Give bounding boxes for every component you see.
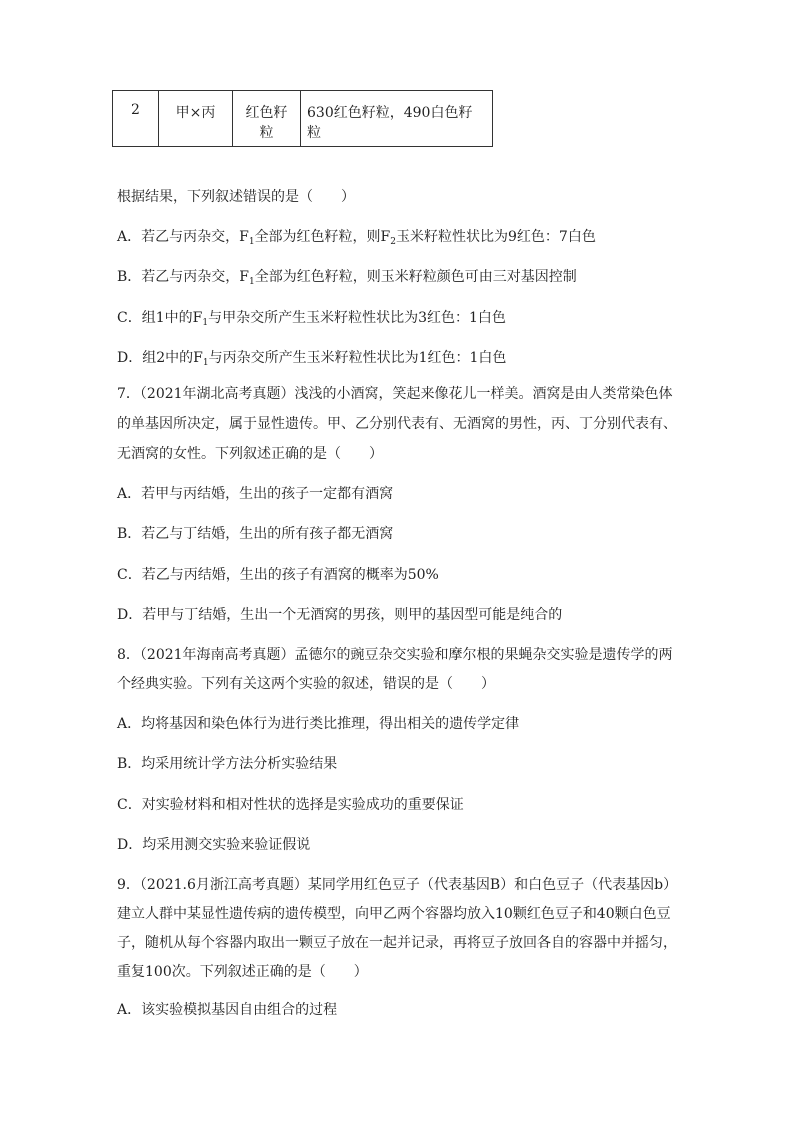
q8-option-a: A．均将基因和染色体行为进行类比推理，得出相关的遗传学定律: [117, 716, 520, 732]
table-row: [113, 91, 493, 147]
q7-stem-line-3: 无酒窝的女性。下列叙述正确的是（ ）: [117, 446, 383, 462]
q9-stem-line-2: 建立人群中某显性遗传病的遗传模型，向甲乙两个容器均放入10颗红色豆子和40颗白色豆: [117, 906, 671, 922]
q9-stem-line-4: 重复100次。下列叙述正确的是（ ）: [117, 964, 368, 980]
q7-option-c: C．若乙与丙结婚，生出的孩子有酒窝的概率为50%: [117, 567, 439, 583]
q6-option-b: B．若乙与丙杂交，$F_1$全部为红色籽粒，则玉米籽粒颜色可由三对基因控制: [117, 269, 577, 287]
q7-option-a: A．若甲与丙结婚，生出的孩子一定都有酒窝: [117, 486, 394, 502]
group-number-cell: 2: [113, 91, 159, 147]
q9-stem-line-3: 子，随机从每个容器内取出一颗豆子放在一起并记录，再将豆子放回各自的容器中并摇匀，: [117, 935, 677, 951]
q6-option-c: C．组1中的$F_1$与甲杂交所产生玉米籽粒性状比为3红色：1白色: [117, 310, 506, 328]
q7-stem-line-1: 7．（2021年湖北高考真题）浅浅的小酒窝，笑起来像花儿一样美。酒窝是由人类常染色体: [117, 386, 673, 402]
q6-option-d: D．组2中的$F_1$与丙杂交所产生玉米籽粒性状比为1红色：1白色: [117, 350, 507, 368]
results-table: [112, 90, 493, 147]
q9-option-a: A．该实验模拟基因自由组合的过程: [117, 1002, 338, 1018]
q8-stem-line-2: 个经典实验。下列有关这两个实验的叙述，错误的是（ ）: [117, 676, 495, 692]
q8-option-c: C．对实验材料和相对性状的选择是实验成功的重要保证: [117, 797, 464, 813]
q7-option-d: D．若甲与丁结婚，生出一个无酒窝的男孩，则甲的基因型可能是纯合的: [117, 607, 563, 623]
f1-phenotype-cell: 红色籽粒: [233, 91, 301, 147]
q8-option-d: D．均采用测交实验来验证假说: [117, 837, 311, 853]
f2-phenotype-cell: 630红色籽粒，490白色籽粒: [301, 91, 493, 147]
q7-stem-line-2: 的单基因所决定，属于显性遗传。甲、乙分别代表有、无酒窝的男性，丙、丁分别代表有、: [117, 416, 677, 432]
q7-option-b: B．若乙与丁结婚，生出的所有孩子都无酒窝: [117, 526, 394, 542]
q9-stem-line-1: 9．（2021.6月浙江高考真题）某同学用红色豆子（代表基因B）和白色豆子（代表基因b）: [117, 877, 678, 893]
q8-stem-line-1: 8．（2021年海南高考真题）孟德尔的豌豆杂交实验和摩尔根的果蝇杂交实验是遗传学的两: [117, 647, 673, 663]
q6-stem: 根据结果，下列叙述错误的是（ ）: [117, 189, 355, 205]
cross-cell: 甲×丙: [159, 91, 233, 147]
q8-option-b: B．均采用统计学方法分析实验结果: [117, 756, 338, 772]
q6-option-a: A．若乙与丙杂交，$F_1$全部为红色籽粒，则$F_2$玉米籽粒性状比为9红色：7白色: [117, 229, 596, 247]
